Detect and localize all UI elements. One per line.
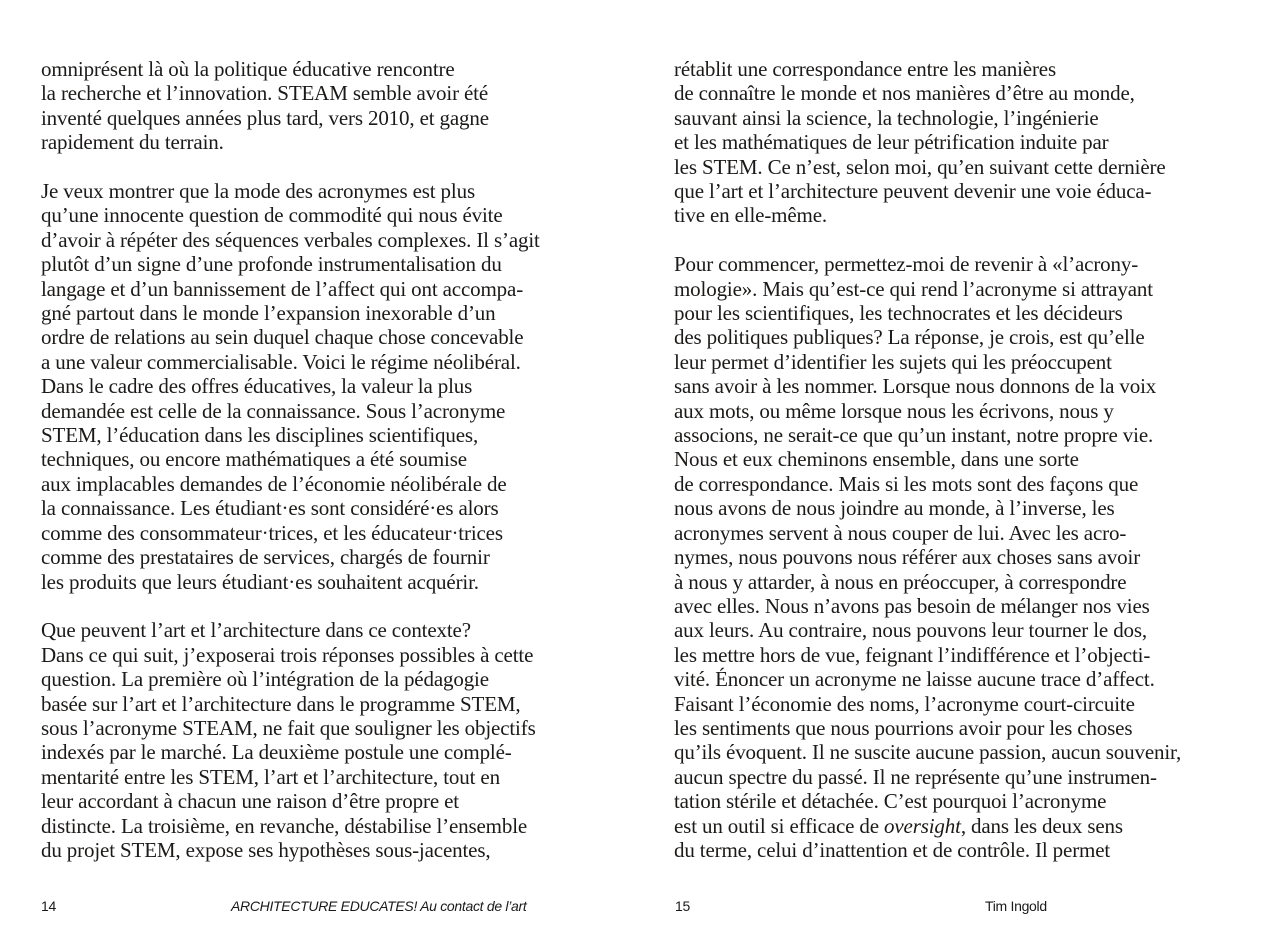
text-line: techniques, ou encore mathématiques a été soumise xyxy=(41,447,467,472)
text-line: les mettre hors de vue, feignant l’indifférence et l’objecti- xyxy=(674,642,1151,667)
text-line: Nous et eux cheminons ensemble, dans une sorte xyxy=(674,447,1079,472)
paragraph-lines xyxy=(674,252,1254,813)
text-line: à nous y attarder, à nous en préoccuper, à correspondre xyxy=(674,569,1127,594)
text-line: inventé quelques années plus tard, vers 2010, et gagne xyxy=(41,105,489,130)
text-line: les STEM. Ce n’est, selon moi, qu’en suivant cette dernière xyxy=(674,154,1166,179)
text-line: qu’une innocente question de commodité qui nous évite xyxy=(41,203,503,228)
text-line: sauvant ainsi la science, la technologie, l’ingénierie xyxy=(674,105,1099,130)
text-line: rapidement du terrain. xyxy=(41,130,224,155)
page-number: 14 xyxy=(41,898,56,914)
text-line: pour les scientifiques, les technocrates et les décideurs xyxy=(674,301,1123,326)
text-line: tation stérile et détachée. C’est pourquoi l’acronyme xyxy=(674,789,1107,814)
text-line: comme des prestataires de services, chargés de fournir xyxy=(41,545,490,570)
text-line: la connaissance. Les étudiant·es sont considéré·es alors xyxy=(41,496,499,521)
text-line: les sentiments que nous pourrions avoir pour les choses xyxy=(674,715,1133,740)
text-line: avec elles. Nous n’avons pas besoin de mélanger nos vies xyxy=(674,593,1150,618)
text-line: comme des consommateur·trices, et les éducateur·trices xyxy=(41,520,503,545)
text-line: nous avons de nous joindre au monde, à l’inverse, les xyxy=(674,496,1115,521)
text-line: de connaître le monde et nos manières d’être au monde, xyxy=(674,81,1135,106)
text-line: que l’art et l’architecture peuvent devenir une voie éduca- xyxy=(674,179,1152,204)
text-line: a une valeur commercialisable. Voici le régime néolibéral. xyxy=(41,349,521,374)
text-line: indexés par le marché. La deuxième postule une complé- xyxy=(41,740,512,765)
text-line: du projet STEM, expose ses hypothèses sous-jacentes, xyxy=(41,837,491,862)
text-line: Je veux montrer que la mode des acronymes est plus xyxy=(41,179,475,204)
text-line: STEM, l’éducation dans les disciplines scientifiques, xyxy=(41,423,479,448)
text-line: mentarité entre les STEM, l’art et l’architecture, tout en xyxy=(41,764,500,789)
text-line: Que peuvent l’art et l’architecture dans ce contexte? xyxy=(41,618,471,643)
running-title: ARCHITECTURE EDUCATES! Au contact de l’art xyxy=(231,898,527,914)
text-line: aux leurs. Au contraire, nous pouvons leur tourner le dos, xyxy=(674,618,1148,643)
text-line: vité. Énoncer un acronyme ne laisse aucune trace d’affect. xyxy=(674,667,1155,692)
text-segment: est un outil si efficace de xyxy=(674,813,885,838)
text-line: nymes, nous pouvons nous référer aux choses sans avoir xyxy=(674,545,1141,570)
paragraph xyxy=(41,618,621,862)
text-line: ordre de relations au sein duquel chaque chose concevable xyxy=(41,325,524,350)
text-line: leur accordant à chacun une raison d’être propre et xyxy=(41,789,459,814)
text-segment: , dans les deux sens xyxy=(960,813,1123,838)
text-line: mologie». Mais qu’est-ce qui rend l’acronyme si attrayant xyxy=(674,276,1153,301)
text-line: Dans ce qui suit, j’exposerai trois réponses possibles à cette xyxy=(41,642,534,667)
text-line: les produits que leurs étudiant·es souhaitent acquérir. xyxy=(41,569,479,594)
left-text-column xyxy=(41,57,621,887)
text-line-with-italic xyxy=(674,814,1254,838)
text-line: langage et d’un bannissement de l’affect qui ont accompa- xyxy=(41,276,524,301)
text-line: Faisant l’économie des noms, l’acronyme court-circuite xyxy=(674,691,1135,716)
text-line: leur permet d’identifier les sujets qui les préoccupent xyxy=(674,349,1112,374)
text-line: rétablit une correspondance entre les manières xyxy=(674,57,1057,81)
text-line: associons, ne serait-ce que qu’un instant, notre propre vie. xyxy=(674,423,1154,448)
text-line: tive en elle-même. xyxy=(674,203,827,228)
italic-term: oversight xyxy=(884,813,961,838)
text-line: plutôt d’un signe d’une profonde instrumentalisation du xyxy=(41,252,502,277)
paragraph xyxy=(674,252,1254,862)
text-line: la recherche et l’innovation. STEAM semble avoir été xyxy=(41,81,489,106)
text-line: du terme, celui d’inattention et de contrôle. Il permet xyxy=(674,837,1111,862)
text-line: Pour commencer, permettez-moi de revenir à «l’acrony- xyxy=(674,252,1139,277)
paragraph xyxy=(674,57,1254,228)
text-line: question. La première où l’intégration de la pédagogie xyxy=(41,667,489,692)
text-line: aux implacables demandes de l’économie néolibérale de xyxy=(41,471,507,496)
right-page xyxy=(633,0,1266,949)
text-line: omniprésent là où la politique éducative rencontre xyxy=(41,57,455,81)
paragraph xyxy=(41,57,621,155)
text-line: des politiques publiques? La réponse, je crois, est qu’elle xyxy=(674,325,1145,350)
text-line: qu’ils évoquent. Il ne suscite aucune passion, aucun souvenir, xyxy=(674,740,1182,765)
running-title: Tim Ingold xyxy=(985,898,1047,914)
text-line: sans avoir à les nommer. Lorsque nous donnons de la voix xyxy=(674,374,1157,399)
text-line: aucun spectre du passé. Il ne représente qu’une instrumen- xyxy=(674,764,1157,789)
text-line: et les mathématiques de leur pétrification induite par xyxy=(674,130,1109,155)
paragraph xyxy=(41,179,621,594)
text-line: gné partout dans le monde l’expansion inexorable d’un xyxy=(41,301,496,326)
text-line: Dans le cadre des offres éducatives, la valeur la plus xyxy=(41,374,473,399)
text-line: d’avoir à répéter des séquences verbales complexes. Il s’agit xyxy=(41,227,540,252)
text-line: de correspondance. Mais si les mots sont des façons que xyxy=(674,471,1139,496)
text-line: acronymes servent à nous couper de lui. Avec les acro- xyxy=(674,520,1127,545)
text-line: basée sur l’art et l’architecture dans le programme STEM, xyxy=(41,691,521,716)
text-line: demandée est celle de la connaissance. Sous l’acronyme xyxy=(41,398,506,423)
text-line: aux mots, ou même lorsque nous les écrivons, nous y xyxy=(674,398,1114,423)
text-line: distincte. La troisième, en revanche, déstabilise l’ensemble xyxy=(41,813,528,838)
right-text-column xyxy=(674,57,1254,887)
text-line: sous l’acronyme STEAM, ne fait que souligner les objectifs xyxy=(41,715,536,740)
page-number: 15 xyxy=(675,898,690,914)
